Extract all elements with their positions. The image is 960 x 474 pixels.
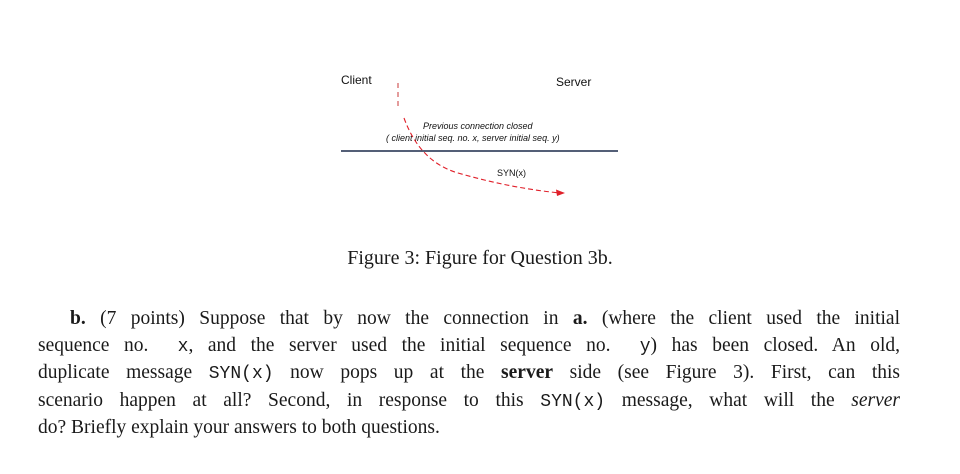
question-line-4: scenario happen at all? Second, in response to this SYN(x) message, what will the server bbox=[38, 389, 901, 412]
closed-detail: ( client initial seq. no. x, server initial seq. y) bbox=[386, 133, 560, 143]
figure-3 bbox=[0, 0, 960, 230]
server-italic: server bbox=[851, 389, 901, 411]
question-line-3: duplicate message SYN(x) now pops up at the server side (see Figure 3). First, can this bbox=[38, 362, 900, 384]
part-reference: a. bbox=[572, 308, 588, 329]
question-line-1: b. (7 points) Suppose that by now the connection in a. (where the client used the initial bbox=[70, 308, 901, 329]
syn-message: SYN(x) bbox=[208, 364, 274, 384]
syn-arrowhead bbox=[556, 190, 565, 197]
question-line-5: do? Briefly explain your answers to both questions. bbox=[38, 417, 440, 438]
figure-caption: Figure 3: Figure for Question 3b. bbox=[347, 247, 613, 269]
client-label: Client bbox=[341, 73, 372, 87]
seq-y: y bbox=[639, 336, 651, 357]
question-3b bbox=[38, 306, 900, 442]
syn-message-2: SYN(x) bbox=[540, 391, 606, 412]
closed-label: Previous connection closed bbox=[423, 121, 533, 131]
server-label: Server bbox=[556, 75, 592, 89]
seq-x: x bbox=[177, 336, 189, 357]
server-bold: server bbox=[501, 362, 554, 383]
question-line-2: sequence no. x, and the server used the initial sequence no. y) has been closed. An old, bbox=[38, 334, 901, 357]
question-label: b. bbox=[70, 308, 86, 329]
syn-label: SYN(x) bbox=[497, 168, 526, 178]
